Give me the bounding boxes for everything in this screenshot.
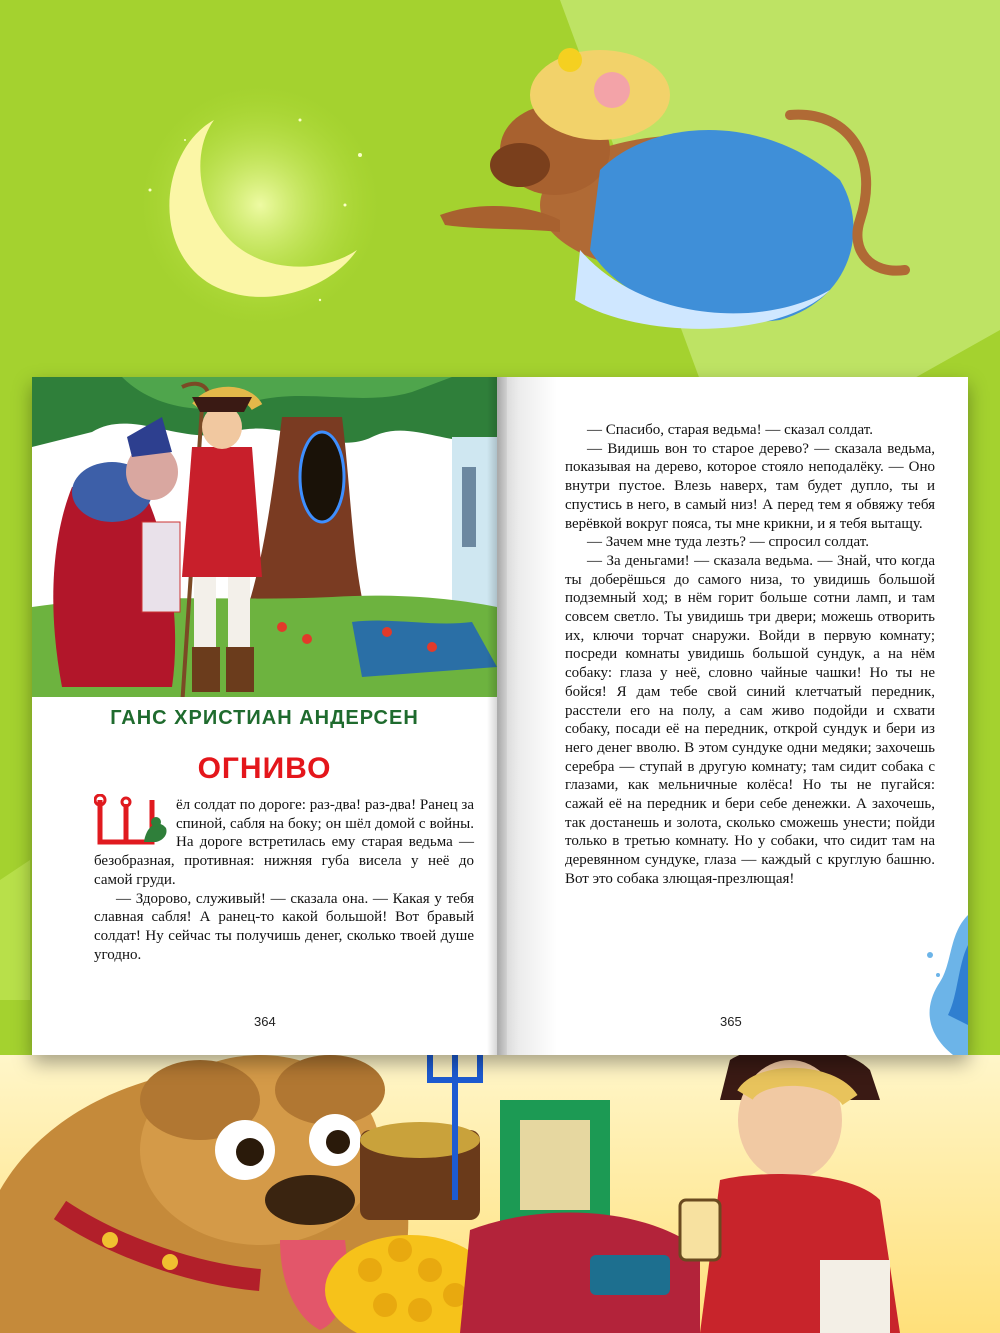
left-page-text <box>94 796 474 964</box>
decorative-blue-splash <box>908 915 968 1055</box>
right-page <box>497 377 968 1055</box>
paragraph: — Зачем мне туда лезть? — спросил солдат. <box>587 534 869 551</box>
page-number-right: 365 <box>720 1014 742 1029</box>
paragraph: — Здорово, служивый! — сказала она. — Какая у тебя славная сабля! А ранец-то какой большой! Вот бравый солдат! Ну сейчас ты получишь денег, сколько твоей душе угодно. <box>94 890 474 963</box>
paragraph: — Спасибо, старая ведьма! — сказал солдат. <box>587 422 873 438</box>
page-number-left: 364 <box>254 1014 276 1029</box>
author-name: ГАНС ХРИСТИАН АНДЕРСЕН <box>110 707 419 729</box>
fairy-tale-illustration <box>32 377 497 697</box>
dropcap <box>94 794 172 850</box>
decorative-dropcap-letter <box>94 794 172 850</box>
paragraph: ёл солдат по дороге: раз-два! раз-два! Ранец за спиной, сабля на боку; он шёл домой с войны. На дороге встретилась ему старая ведьма — безобразная, противная: нижняя губа висела у неё до самой груди. <box>94 797 474 888</box>
left-page <box>32 377 497 1055</box>
book-gutter <box>487 377 507 1055</box>
open-book <box>32 377 968 1055</box>
paragraph: — Видишь вон то старое дерево? — сказала ведьма, показывая на дерево, которое стояло неподалёку. — Оно внутри пустое. Влезь наверх, там будет дупло, ты и спустись в него, в самый низ! А перед тем я обвяжу тебя верёвкой вокруг пояса, ты мне крикни, и я тебя вытащу. <box>565 440 935 532</box>
story-title: ОГНИВО <box>197 752 332 785</box>
right-page-text <box>565 421 935 889</box>
paragraph: — За деньгами! — сказала ведьма. — Знай, что когда ты доберёшься до самого низа, то увидишь большой подземный ход; в нём горит больше сотни ламп, и там совсем светло. Ты увидишь три двери; можешь отворить их, ключи торчат снаружи. Войди в первую комнату; посреди комнаты увидишь большой сундук, а на нём собаку: глаза у неё, словно чайные чашки! Но ты не бойся! Я дам тебе свой синий клетчатый передник, расстели его на полу, а сам живо подойди и схвати собаку, посади её на передник, открой сундук и бери из него денег вволю. В этом сундуке одни медяки; захочешь серебра — ступай в другую комнату; там сидит собака с глазами, как мельничные колёса! Но ты не пугайся: сажай её на передник и бери себе денежки. А захочешь, так достанешь и золота, сколько сможешь унести; пойди только в третью комнату. Но у собаки, что сидит там на деревянном сундуке, глаза — каждый с круглую башню. Вот это собака злющая-презлющая! <box>565 552 935 887</box>
